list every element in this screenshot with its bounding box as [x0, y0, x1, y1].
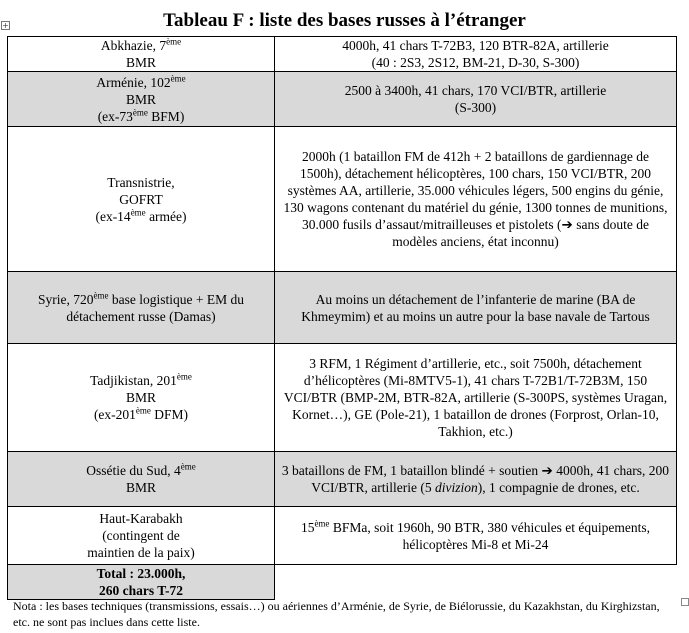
base-forces-cell: 4000h, 41 chars T-72B3, 120 BTR-82A, artillerie (40 : 2S3, 2S12, BM-21, D-30, S-300): [275, 37, 677, 72]
table-row: [8, 452, 677, 507]
bases-table: [7, 36, 677, 600]
base-forces-cell: 2000h (1 bataillon FM de 412h + 2 bataillons de gardiennage de 1500h), détachement hélicoptères, 100 chars, 150 VCI/BTR, 200 systèmes AA, artillerie, 35.000 véhicules légers, 500 engins du génie, 130 wagons contenant du matériel du génie, 1300 tonnes de munitions, 30.000 fusils d’assaut/mitrailleuses et pistolets (➔ sans doute de modèles anciens, état inconnu): [275, 127, 677, 272]
table-row: [8, 272, 677, 344]
table-row: [8, 127, 677, 272]
base-location-cell: Ossétie du Sud, 4ème BMR: [8, 452, 275, 507]
base-location-cell: Tadjikistan, 201ème BMR (ex-201ème DFM): [8, 344, 275, 452]
table-row: [8, 37, 677, 72]
base-forces-cell: 15ème BFMa, soit 1960h, 90 BTR, 380 véhicules et équipements, hélicoptères Mi-8 et Mi-24: [275, 507, 677, 565]
base-location-cell: Syrie, 720ème base logistique + EM du détachement russe (Damas): [8, 272, 275, 344]
table-row: [8, 72, 677, 127]
base-forces-cell: 2500 à 3400h, 41 chars, 170 VCI/BTR, artillerie (S-300): [275, 72, 677, 127]
base-location-cell: Abkhazie, 7ème BMR: [8, 37, 275, 72]
table-row: [8, 507, 677, 565]
base-forces-cell: 3 RFM, 1 Régiment d’artillerie, etc., soit 7500h, détachement d’hélicoptères (Mi-8MTV5-1), 41 chars T-72B1/T-72B3M, 150 VCI/BTR (BMP-2M, BTR-82A, artillerie (S-300PS, systèmes Uragan, Kornet…), GE (Pole-21), 1 bataillon de drones (Forprost, Orlan-10, Takhion, etc.): [275, 344, 677, 452]
table-row: [8, 344, 677, 452]
base-location-cell: Arménie, 102ème BMR (ex-73ème BFM): [8, 72, 275, 127]
footnote: Nota : les bases techniques (transmissions, essais…) ou aériennes d’Arménie, de Syrie, de Biélorussie, du Kazakhstan, du Kirghizstan, etc. ne sont pas inclues dans cette liste.: [13, 599, 660, 629]
base-forces-cell: 3 bataillons de FM, 1 bataillon blindé + soutien ➔ 4000h, 41 chars, 200 VCI/BTR, artillerie (5 divizion), 1 compagnie de drones, etc.: [275, 452, 677, 507]
total-row: [8, 565, 677, 600]
total-cell: Total : 23.000h, 260 chars T-72: [8, 565, 275, 600]
base-location-cell: Haut-Karabakh (contingent de maintien de la paix): [8, 507, 275, 565]
empty-cell: [275, 565, 677, 600]
base-forces-cell: Au moins un détachement de l’infanterie de marine (BA de Khmeymim) et au moins un autre pour la base navale de Tartous: [275, 272, 677, 344]
table-resize-handle-icon[interactable]: [681, 598, 689, 606]
table-move-handle-icon[interactable]: +: [2, 21, 9, 30]
table-title: Tableau F : liste des bases russes à l’étranger: [163, 10, 526, 31]
base-location-cell: Transnistrie, GOFRT (ex-14ème armée): [8, 127, 275, 272]
